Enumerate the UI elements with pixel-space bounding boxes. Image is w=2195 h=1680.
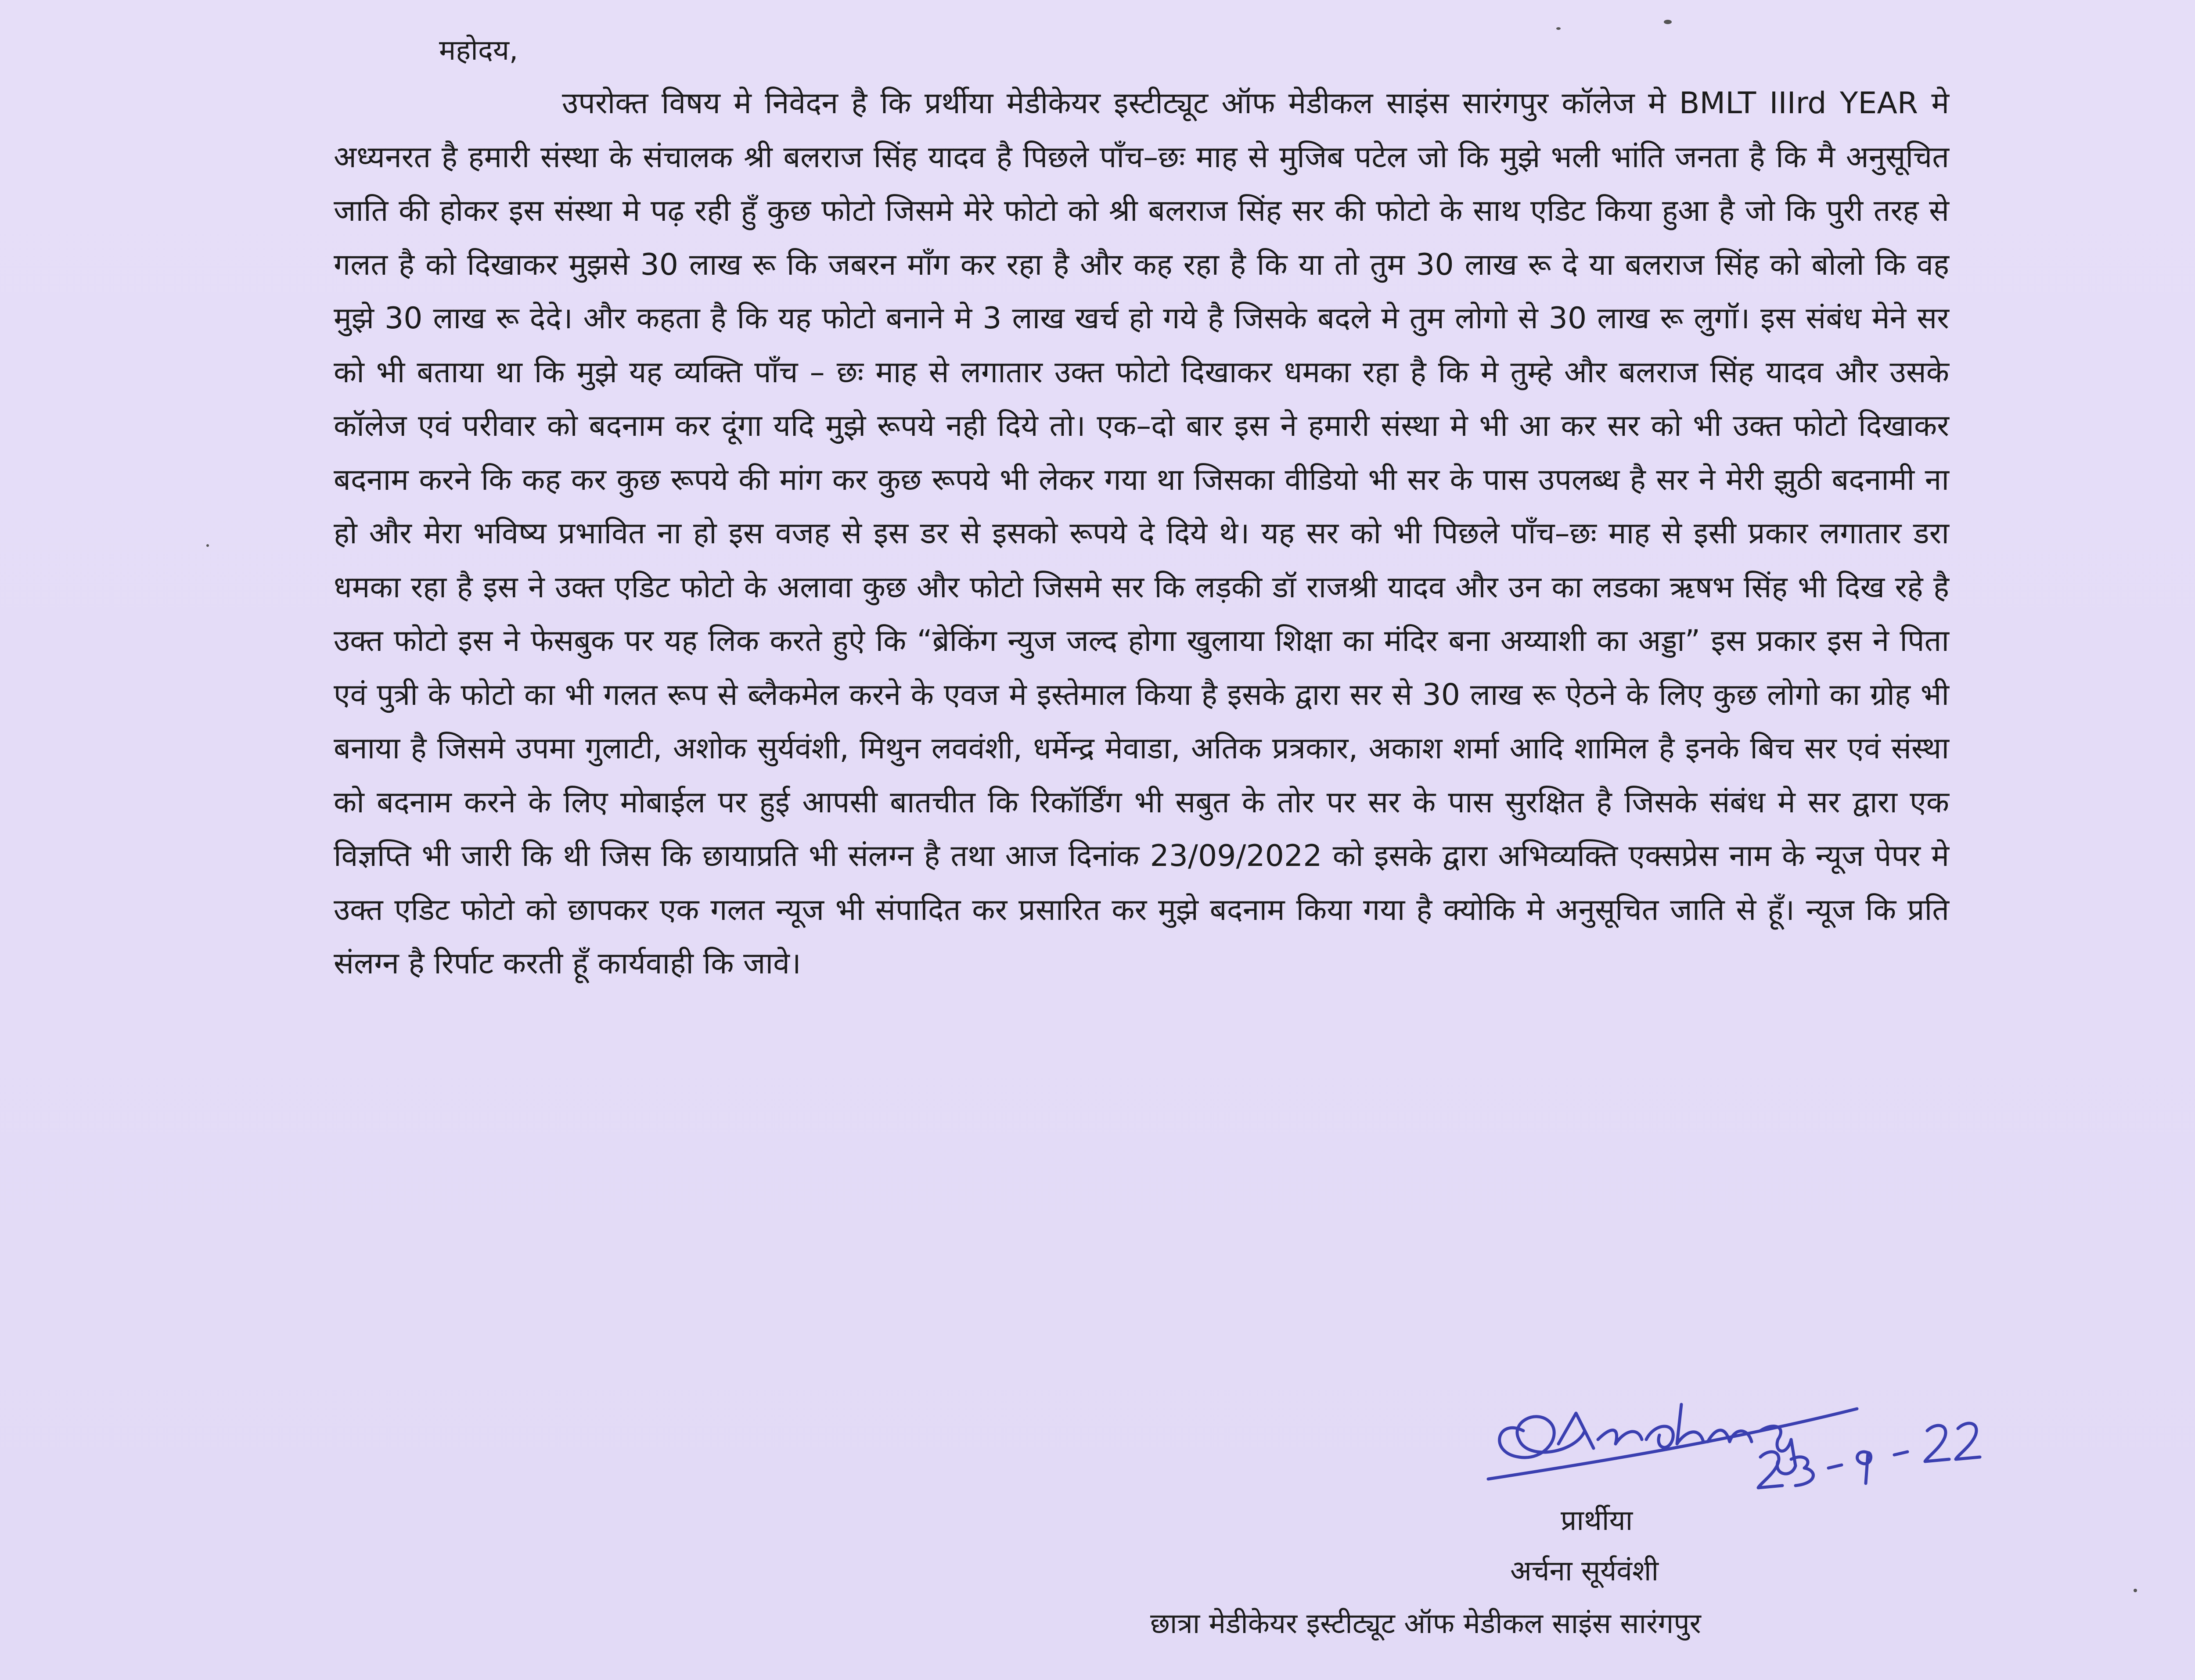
handwritten-signature xyxy=(1471,1352,2129,1510)
salutation: महोदय, xyxy=(439,34,518,67)
paper-speck xyxy=(206,544,209,547)
signature-block xyxy=(1471,1352,2129,1510)
paper-speck xyxy=(1664,20,1672,24)
applicant-designation: छात्रा मेडीकेयर इस्टीट्यूट ऑफ मेडीकल साइंस सारंगपुर xyxy=(1150,1608,1701,1640)
letter-body: उपरोक्त विषय मे निवेदन है कि प्रर्थीया मेडीकेयर इस्टीट्यूट ऑफ मेडीकल साइंस सारंगपुर कॉलेज मे BMLT IIIrd YEAR मे अध्यनरत है हमारी संस्था के संचालक श्री बलराज सिंह यादव है पिछले पाँच–छः माह से मुजिब पटेल जो कि मुझे भली भांति जनता है कि मै अनुसूचित जाति की होकर इस संस्था मे पढ़ रही हुँ कुछ फोटो जिसमे मेरे फोटो को श्री बलराज सिंह सर की फोटो के साथ एडिट किया हुआ है जो कि पुरी तरह से गलत है को दिखाकर मुझसे 30 लाख रू कि जबरन माँग कर रहा है और कह रहा है कि या तो तुम 30 लाख रू दे या बलराज सिंह को बोलो कि वह मुझे 30 लाख रू देदे। और कहता है कि यह फोटो बनाने मे 3 लाख खर्च हो गये है जिसके बदले मे तुम लोगो से 30 लाख रू लुगॉ। इस संबंध मेने सर को भी बताया था कि मुझे यह व्यक्ति पाँच – छः माह से लगातार उक्त फोटो दिखाकर धमका रहा है कि मे तुम्हे और बलराज सिंह यादव और उसके कॉलेज एवं परीवार को बदनाम कर दूंगा यदि मुझे रूपये नही दिये तो। एक–दो बार इस ने हमारी संस्था मे भी आ कर सर को भी उक्त फोटो दिखाकर बदनाम करने कि कह कर कुछ रूपये की मांग कर कुछ रूपये भी लेकर गया था जिसका वीडियो भी सर के पास उपलब्ध है सर ने मेरी झुठी बदनामी ना हो और मेरा भविष्य प्रभावित ना हो इस वजह से इस डर से इसको रूपये दे दिये थे। यह सर को भी पिछले पाँच–छः माह से इसी प्रकार लगातार डरा धमका रहा है इस ने उक्त एडिट फोटो के अलावा कुछ और फोटो जिसमे सर कि लड़की डॉ राजश्री यादव और उन का लडका ऋषभ सिंह भी दिख रहे है उक्त फोटो इस ने फेसबुक पर यह लिक करते हुऐ कि “ब्रेकिंग न्युज जल्द होगा खुलाया शिक्षा का मंदिर बना अय्याशी का अड्डा” इस प्रकार इस ने पिता एवं पुत्री के फोटो का भी गलत रूप से ब्लैकमेल करने के एवज मे इस्तेमाल किया है इसके द्वारा सर से 30 लाख रू ऐठने के लिए कुछ लोगो का ग्रोह भी बनाया है जिसमे उपमा गुलाटी, अशोक सुर्यवंशी, मिथुन लववंशी, धर्मेन्द्र मेवाडा, अतिक प्रत्रकार, अकाश शर्मा आदि शामिल है इनके बिच सर एवं संस्था को बदनाम करने के लिए मोबाईल पर हुई आपसी बातचीत कि रिकॉर्डिंग भी सबुत के तोर पर सर के पास सुरक्षित है जिसके संबंध मे सर द्वारा एक विज्ञप्ति भी जारी कि थी जिस कि छायाप्रति भी संलग्न है तथा आज दिनांक 23/09/2022 को इसके द्वारा अभिव्यक्ति एक्सप्रेस नाम के न्यूज पेपर मे उक्त एडिट फोटो को छापकर एक गलत न्यूज भी संपादित कर प्रसारित कर मुझे बदनाम किया गया है क्योकि मे अनुसूचित जाति से हूँ। न्यूज कि प्रति संलग्न है रिर्पाट करती हूँ कार्यवाही कि जावे। xyxy=(334,86,1949,981)
applicant-name: अर्चना सूर्यवंशी xyxy=(1510,1555,1659,1587)
paper-speck xyxy=(1556,27,1561,30)
paper-speck xyxy=(2134,1589,2137,1592)
applicant-role: प्रार्थीया xyxy=(1561,1504,1633,1537)
